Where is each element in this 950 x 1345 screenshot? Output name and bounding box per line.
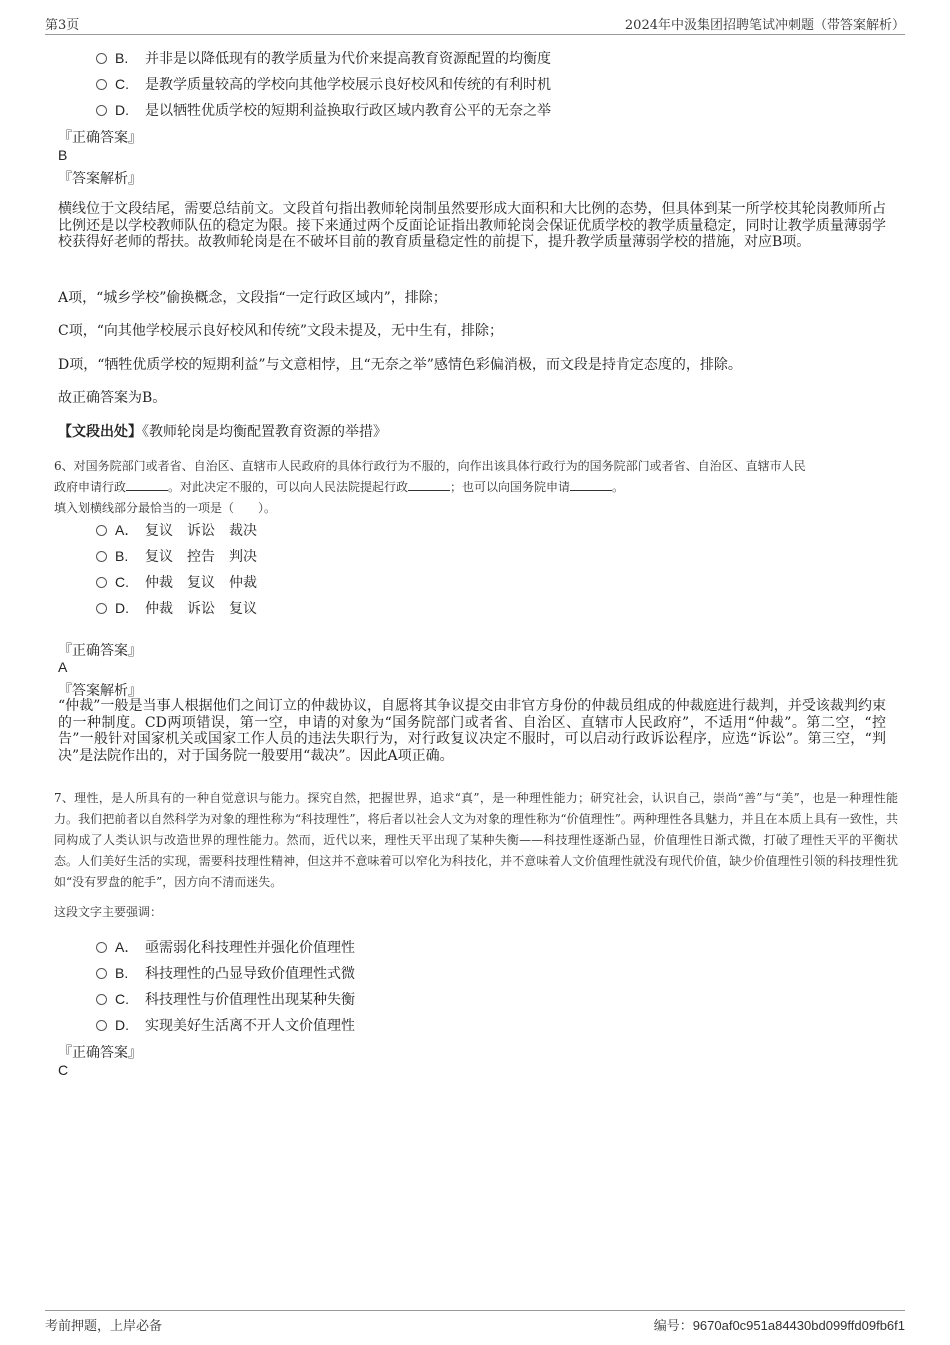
q6-analysis: “仲裁”一般是当事人根据他们之间订立的仲裁协议，自愿将其争议提交由非官方身份的仲裁员组成的仲裁庭进行裁判，并受该裁判约束的一种制度。CD两项错误，第一空，申请的对象为“国务院部门或者省、自治区、直辖市人民政府”，不适用“仲裁”。第二空，“控告”一般针对国家机关或国家工作人员的违法失职行为，对行政复议决定不服时，可以启动行政诉讼程序，应选“诉讼”。第三空，“判决”是法院作出的，对于国务院一般要用“裁决”。因此A项正确。 — [58, 698, 886, 764]
q6-option-c[interactable]: C. 仲裁 复议 仲裁 — [96, 572, 257, 594]
radio-icon[interactable] — [96, 53, 107, 64]
radio-icon[interactable] — [96, 968, 107, 979]
q5-answer: B — [58, 147, 68, 163]
blank-2 — [408, 479, 450, 491]
document-title: 2024年中汲集团招聘笔试冲刺题（带答案解析） — [624, 18, 905, 33]
radio-icon[interactable] — [96, 105, 107, 116]
q5-option-b[interactable]: B. 并非是以降低现有的教学质量为代价来提高教育资源配置的均衡度 — [96, 48, 551, 70]
q5-answer-label: 『正确答案』 — [58, 130, 142, 146]
q6-analysis-label: 『答案解析』 — [58, 683, 142, 699]
q6-option-b[interactable]: B. 复议 控告 判决 — [96, 546, 257, 568]
footer-slogan: 考前押题，上岸必备 — [45, 1319, 163, 1334]
q5-source — [58, 424, 886, 441]
q6-instruction: 填入划横线部分最恰当的一项是（ ）。 — [54, 501, 277, 515]
document-id: 编号：9670af0c951a84430bd099ffd09fb6f1 — [653, 1318, 905, 1333]
radio-icon[interactable] — [96, 942, 107, 953]
radio-icon[interactable] — [96, 79, 107, 90]
radio-icon[interactable] — [96, 603, 107, 614]
q6-option-d[interactable]: D. 仲裁 诉讼 复议 — [96, 598, 257, 620]
q5-analysis-paragraph: 横线位于文段结尾，需要总结前文。文段首句指出教师轮岗制虽然要形成大面积和大比例的态势，但具体到某一所学校其轮岗教师所占比例还是以学校教师队伍的稳定为限。接下来通过两个反面论证指出教师轮岗会保证优质学校的教学质量稳定，同时让教学质量薄弱学校获得好老师的帮扶。故教师轮岗是在不破坏目前的教育质量稳定性的前提下，提升教学质量薄弱学校的措施，对应B项。 — [58, 201, 886, 250]
q5-option-d[interactable]: D. 是以牺牲优质学校的短期利益换取行政区域内教育公平的无奈之举 — [96, 100, 551, 122]
q6-stem: 6、对国务院部门或者省、自治区、直辖市人民政府的具体行政行为不服的，向作出该具体行政行为的国务院部门或者省、自治区、直辖市人民 政府申请行政 。对此决定不服的，可以向人民法院提起行政 ；也可以向国务院申请 。 填入划横线部分最恰当的一项是（ ）。 — [54, 456, 898, 519]
page-footer — [45, 1310, 905, 1335]
radio-icon[interactable] — [96, 525, 107, 536]
q5-conclusion: 故正确答案为B。 — [58, 390, 167, 406]
q5-analysis-label: 『答案解析』 — [58, 171, 142, 187]
radio-icon[interactable] — [96, 551, 107, 562]
q7-stem: 7、理性，是人所具有的一种自觉意识与能力。探究自然，把握世界，追求“真”，是一种理性能力；研究社会，认识自己，崇尚“善”与“美”，也是一种理性能力。我们把前者以自然科学为对象的理性称为“科技理性”，将后者以社会人文为对象的理性称为“价值理性”。两种理性各具魅力，并且在本质上具有一致性，共同构成了人类认识与改造世界的理性能力。然而，近代以来，理性天平出现了某种失衡——科技理性逐渐凸显，价值理性日渐式微，打破了理性天平的平衡状态。人们美好生活的实现，需要科技理性精神，但这并不意味着可以窄化为科技化，并不意味着人文价值理性就没有现代价值，缺少价值理性引领的科技理性犹如“没有罗盘的舵手”，因方向不清而迷失。 — [54, 791, 898, 889]
q7-question: 这段文字主要强调： — [54, 905, 163, 919]
q5-analysis-d: D项，“牺牲优质学校的短期利益”与文意相悖，且“无奈之举”感情色彩偏消极，而文段是持肯定态度的，排除。 — [58, 357, 742, 373]
q6-option-a[interactable]: A． 复议 诉讼 裁决 — [96, 520, 257, 542]
source-title: 《教师轮岗是均衡配置教育资源的举措》 — [142, 424, 387, 440]
q5-analysis-a: A项，“城乡学校”偷换概念，文段指“一定行政区域内”，排除； — [58, 290, 447, 306]
q7-option-d[interactable]: D. 实现美好生活离不开人文价值理性 — [96, 1015, 355, 1037]
page-header — [45, 14, 905, 35]
q7-option-b[interactable]: B. 科技理性的凸显导致价值理性式微 — [96, 963, 355, 985]
radio-icon[interactable] — [96, 1020, 107, 1031]
q6-answer: A — [58, 659, 68, 675]
q5-option-c[interactable]: C. 是教学质量较高的学校向其他学校展示良好校风和传统的有利时机 — [96, 74, 551, 96]
page-number: 第3页 — [45, 18, 80, 33]
radio-icon[interactable] — [96, 577, 107, 588]
blank-3 — [570, 479, 612, 491]
q6-answer-label: 『正确答案』 — [58, 643, 142, 659]
q7-answer-label: 『正确答案』 — [58, 1045, 142, 1061]
q7-answer: C — [58, 1062, 69, 1078]
radio-icon[interactable] — [96, 994, 107, 1005]
q7-option-a[interactable]: A． 亟需弱化科技理性并强化价值理性 — [96, 937, 355, 959]
q7-option-c[interactable]: C. 科技理性与价值理性出现某种失衡 — [96, 989, 355, 1011]
blank-1 — [126, 479, 168, 491]
q5-analysis-c: C项，“向其他学校展示良好校风和传统”文段未提及，无中生有，排除； — [58, 323, 504, 339]
source-label: 【文段出处】 — [58, 424, 142, 440]
